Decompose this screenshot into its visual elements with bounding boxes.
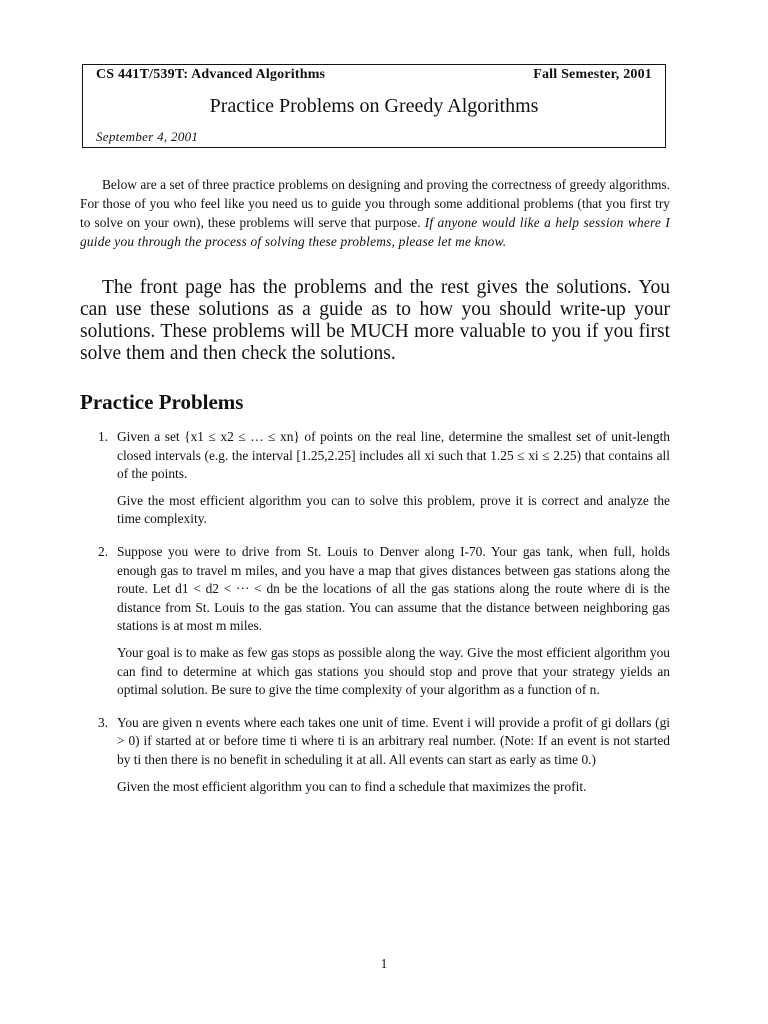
document-title: Practice Problems on Greedy Algorithms — [209, 95, 539, 117]
problem-statement: Given a set {x1 ≤ x2 ≤ … ≤ xn} of points on the real line, determine the smallest set of unit-length closed intervals (e.g. the interval [1.25,2.25] includes all xi such that 1.25 ≤ xi ≤ 2.25) that contains all of the points. — [117, 429, 670, 482]
intro-paragraph — [80, 175, 670, 251]
problem-item — [80, 543, 670, 700]
page-number: 1 — [380, 956, 388, 971]
problem-number: 1. — [98, 429, 109, 444]
problem-task: Give the most efficient algorithm you can to solve this problem, prove it is correct and analyze the time complexity. — [117, 492, 670, 527]
problem-statement: You are given n events where each takes one unit of time. Event i will provide a profit of gi dollars (gi > 0) if started at or before time ti where ti is an arbitrary real number. (Note: If an event is not started by ti then there is no benefit in scheduling it at all. All events can start as early as time 0.) — [117, 714, 670, 767]
document-date: September 4, 2001 — [96, 129, 199, 144]
intro-text: Below are a set of three practice problems on designing and proving the correctness of greedy algorithms. For those of you who feel like you need us to guide you through some additional problems (that you first try to solve on your own), these problems will serve that purpose. — [80, 177, 670, 230]
title-box — [82, 64, 666, 148]
problem-task: Given the most efficient algorithm you can to find a schedule that maximizes the profit. — [117, 778, 587, 794]
problem-number: 2. — [98, 543, 109, 559]
problem-item — [80, 428, 670, 529]
emphasis-text: The front page has the problems and the rest gives the solutions. You can use these solutions as a guide as to how you should write-up your solutions. These problems will be MUCH more valuable to you if you first solve them and then check the solutions. — [80, 277, 670, 364]
course-name: CS 441T/539T: Advanced Algorithms — [96, 67, 326, 82]
problem-list — [80, 428, 670, 810]
problem-task: Your goal is to make as few gas stops as possible along the way. Give the most efficient algorithm you can find to determine at which gas stations you should stop and prove that your strategy yields an optimal solution. Be sure to give the time complexity of your algorithm as a function of n. — [117, 644, 670, 698]
emphasis-paragraph — [80, 277, 670, 365]
problem-statement: Suppose you were to drive from St. Louis to Denver along I-70. Your gas tank, when full, holds enough gas to travel m miles, and you have a map that gives distances between gas stations along the route. Let d1 < d2 < ··· < dn be the locations of all the gas stations along the route where di is the distance from St. Louis to the gas station. You can assume that the distance between neighboring gas stations is at most m miles. — [117, 543, 670, 634]
problem-item — [80, 714, 670, 796]
semester: Fall Semester, 2001 — [533, 67, 652, 82]
section-title: Practice Problems — [80, 390, 244, 414]
intro-italic-note: If anyone would like a help session where I guide you through the process of solving these problems, please let me know. — [80, 215, 671, 249]
problem-number: 3. — [98, 714, 109, 730]
